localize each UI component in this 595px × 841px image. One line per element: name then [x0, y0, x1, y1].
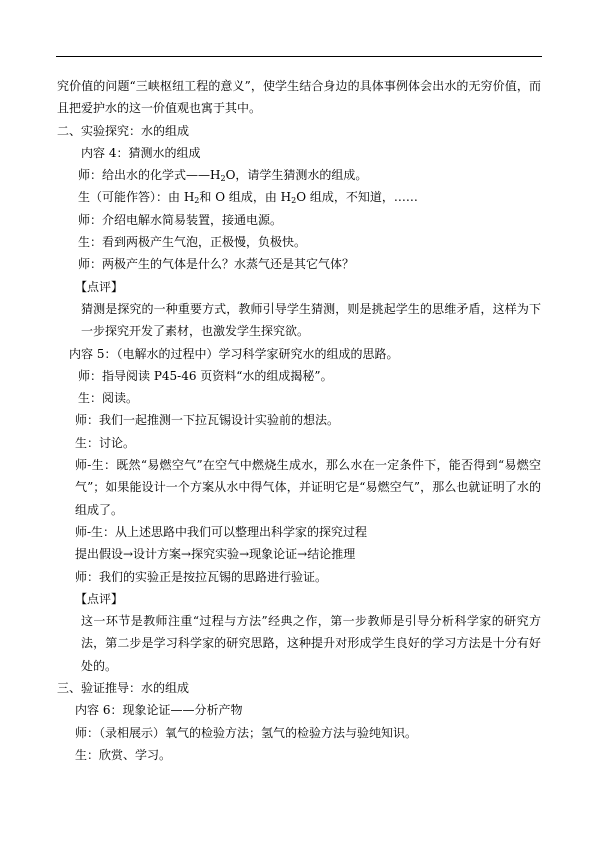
section-heading: 三、验证推导：水的组成: [57, 681, 190, 696]
student-line: 生：阅读。: [78, 391, 139, 406]
student-line: 生（可能作答）：由 $H_2$和 O 组成，由 $H_2O$ 组成，不知道，……: [78, 190, 418, 206]
document-body: [57, 75, 541, 766]
student-line: 生：看到两极产生气泡，正极慢，负极快。: [78, 235, 307, 250]
review-label: 【点评】: [75, 591, 124, 606]
paragraph: 究价值的问题“三峡枢纽工程的意义”，使学生结合身边的具体事例体会出水的无穷价值，而且把爱护水的这一价值观也寓于其中。: [57, 79, 541, 116]
teacher-line: 师：介绍电解水简易装置，接通电源。: [78, 212, 283, 227]
process-flow: 提出假设→设计方案→探究实验→现象论证→结论推理: [75, 547, 356, 562]
teacher-line: 师：给出水的化学式$——H_2O$，请学生猜测水的组成。: [78, 168, 368, 184]
paragraph: 师-生：既然“易燃空气”在空气中燃烧生成水，那么水在一定条件下，能否得到“易燃空气”；如果能设计一个方案从水中得气体，并证明它是“易燃空气”，那么也就证明了水的组成了。: [75, 458, 541, 517]
content-item-6: 内容 6：现象论证——分析产物: [75, 703, 243, 718]
teacher-line: 师：我们的实验正是按拉瓦锡的思路进行验证。: [75, 569, 328, 584]
review-label: 【点评】: [75, 279, 124, 294]
teacher-line: 师：（录相展示）氧气的检验方法；氢气的检验方法与验纯知识。: [75, 725, 418, 740]
header-rule: [56, 56, 542, 57]
student-line: 生：讨论。: [75, 435, 136, 450]
teacher-line: 师：我们一起推测一下拉瓦锡设计实验前的想法。: [75, 413, 340, 428]
paragraph: 这一环节是教师注重“过程与方法”经典之作，第一步教师是引导分析科学家的研究方法，第二步是学习科学家的研究思路，这种提升对形成学生良好的学习方法是十分有好处的。: [81, 614, 541, 673]
content-item-5: 内容 5：（电解水的过程中）学习科学家研究水的组成的思路。: [69, 346, 399, 361]
student-line: 生：欣赏、学习。: [75, 747, 172, 762]
teacher-student-line: 师-生：从上述思路中我们可以整理出科学家的探究过程: [75, 524, 368, 539]
teacher-line: 师：指导阅读 P45-46 页资料“水的组成揭秘”。: [78, 368, 333, 383]
content-item-4: 内容 4：猜测水的组成: [81, 145, 201, 160]
section-heading: 二、实验探究：水的组成: [57, 123, 190, 138]
teacher-line: 师：两极产生的气体是什么？水蒸气还是其它气体？: [78, 257, 355, 272]
paragraph: 猜测是探究的一种重要方式，教师引导学生猜测，则是挑起学生的思维矛盾，这样为下一步探究开发了素材，也激发学生探究欲。: [81, 301, 541, 339]
